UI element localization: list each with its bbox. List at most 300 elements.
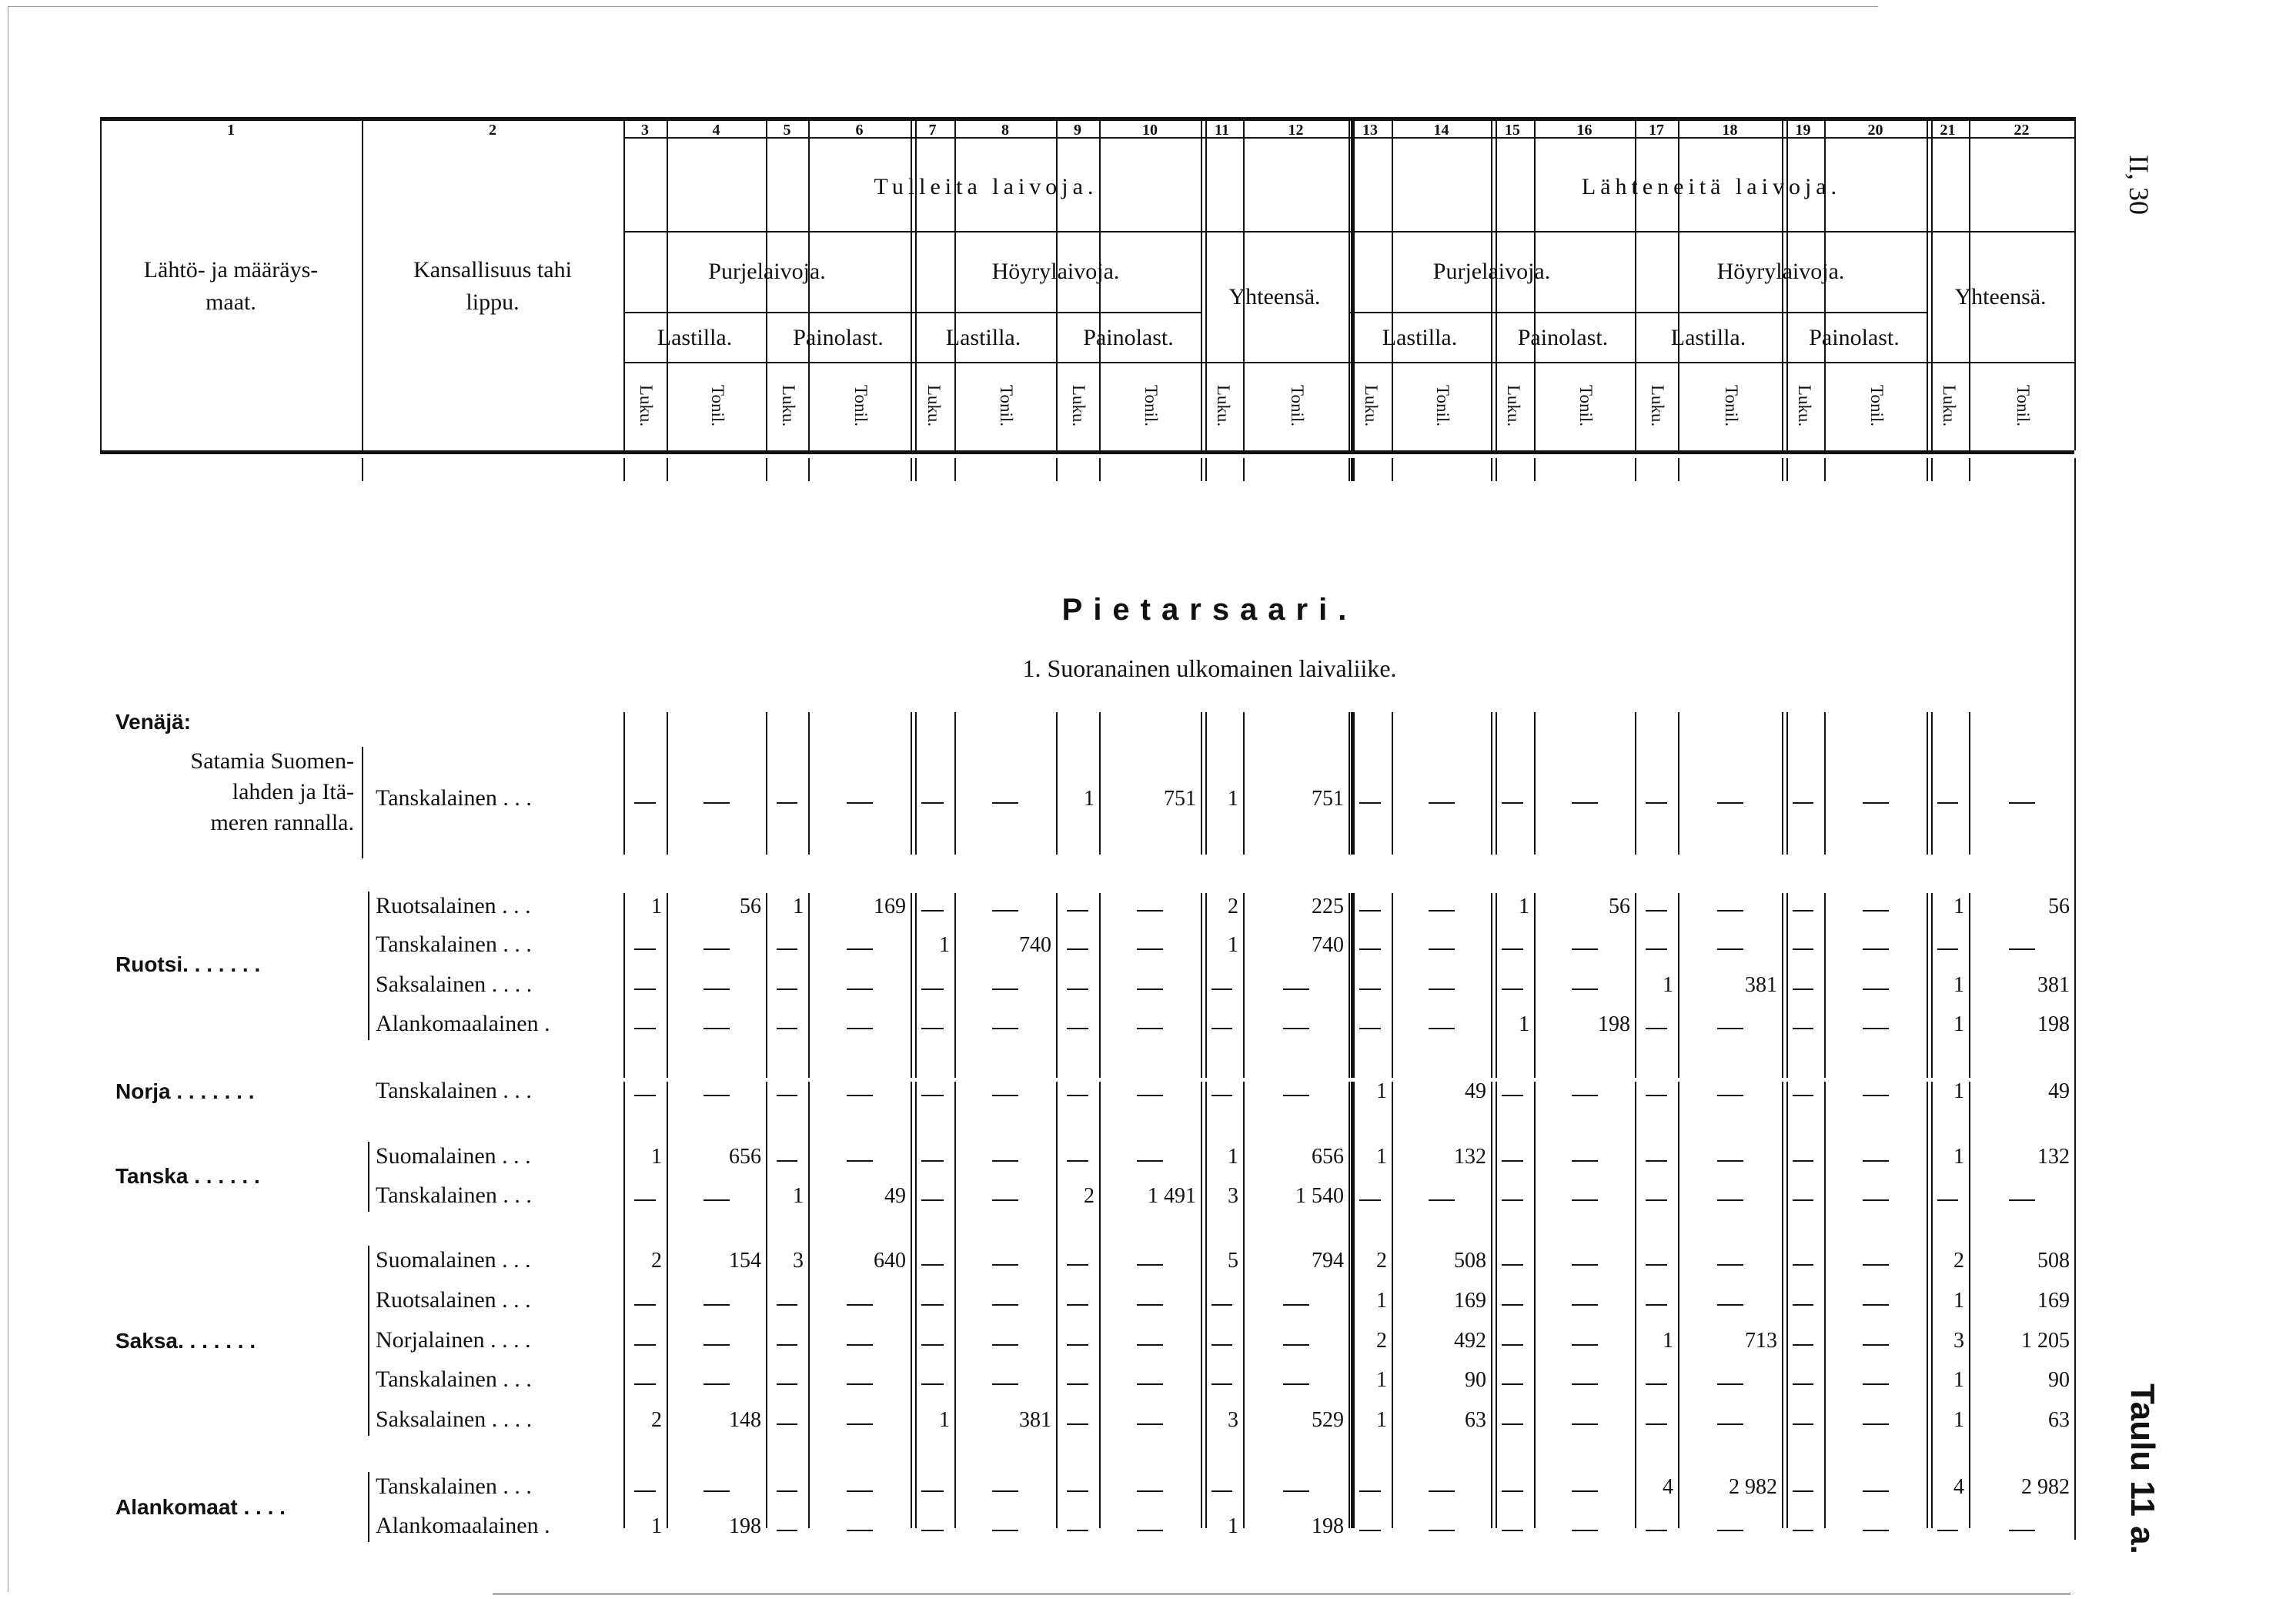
ballast-heading: Painolast.	[1517, 325, 1609, 350]
value-cell: 1	[1228, 1514, 1238, 1538]
unit-row-rule	[623, 362, 2074, 363]
empty-cell	[1502, 1530, 1523, 1531]
value-cell: 3	[793, 1249, 804, 1273]
empty-cell	[704, 948, 730, 950]
body-column-rule	[808, 1082, 810, 1528]
body-column-rule	[1824, 712, 1826, 855]
value-cell: 1	[1084, 787, 1095, 811]
body-column-rule	[1201, 458, 1202, 481]
empty-cell	[1502, 1095, 1523, 1096]
empty-cell	[1646, 1423, 1667, 1425]
value-cell: 1	[651, 1514, 662, 1538]
count-unit-label: Luku.	[1648, 384, 1667, 427]
empty-cell	[847, 989, 873, 990]
body-column-rule	[1056, 458, 1058, 481]
value-cell: 2	[1228, 895, 1238, 918]
column-rule	[2074, 117, 2076, 450]
empty-cell	[1572, 1344, 1598, 1346]
empty-cell	[1937, 1199, 1959, 1201]
empty-cell	[1863, 1530, 1889, 1531]
empty-cell	[704, 989, 730, 990]
empty-cell	[847, 1028, 873, 1029]
empty-cell	[777, 1028, 798, 1029]
body-column-rule	[1824, 458, 1826, 481]
empty-cell	[1429, 1028, 1455, 1029]
empty-cell	[1863, 1383, 1889, 1385]
count-unit-label: Luku.	[1069, 384, 1088, 427]
value-cell: 2 982	[1729, 1475, 1777, 1499]
empty-cell	[921, 1028, 944, 1029]
count-unit-label: Luku.	[1794, 384, 1814, 427]
header-bottom-rule	[100, 450, 2074, 454]
body-column-rule	[915, 1082, 917, 1528]
empty-cell	[2009, 1199, 2035, 1201]
body-column-rule	[954, 893, 956, 1078]
empty-cell	[1572, 1160, 1598, 1162]
body-column-rule	[1491, 1082, 1492, 1528]
empty-cell	[1359, 1530, 1381, 1531]
sailing-heading: Purjelaivoja.	[708, 259, 826, 284]
empty-cell	[1646, 1028, 1667, 1029]
empty-cell	[777, 802, 798, 804]
value-cell: 154	[729, 1249, 761, 1273]
empty-cell	[847, 1095, 873, 1096]
body-column-rule	[1349, 893, 1350, 1078]
subsection-title: 1. Suoranainen ulkomainen laivaliike.	[1022, 654, 1397, 682]
empty-cell	[1067, 1304, 1088, 1306]
tons-unit-label: Tonil.	[1287, 385, 1307, 427]
empty-cell	[1137, 1383, 1163, 1385]
flag-label: Saksalainen . . . .	[376, 1407, 533, 1432]
empty-cell	[1502, 1344, 1523, 1346]
empty-cell	[1137, 910, 1163, 912]
value-cell: 1	[793, 895, 804, 918]
body-column-rule	[1056, 712, 1058, 855]
value-cell: 1	[939, 1408, 950, 1432]
body-column-rule	[1351, 458, 1354, 481]
value-cell: 381	[1019, 1408, 1051, 1432]
empty-cell	[1283, 1304, 1309, 1306]
body-column-rule	[808, 893, 810, 1078]
empty-cell	[1717, 1095, 1743, 1096]
body-column-rule	[1496, 893, 1497, 1078]
loaded-heading: Lastilla.	[1670, 325, 1746, 350]
empty-cell	[1717, 1530, 1743, 1531]
empty-cell	[921, 1264, 944, 1266]
count-unit-label: Luku.	[778, 384, 798, 427]
value-cell: 529	[1312, 1408, 1344, 1432]
empty-cell	[1646, 1199, 1667, 1201]
value-cell: 1	[1519, 1012, 1529, 1036]
body-column-rule	[667, 712, 668, 855]
value-cell: 2	[651, 1408, 662, 1432]
empty-cell	[1717, 1423, 1743, 1425]
value-cell: 2	[1376, 1329, 1387, 1353]
flag-label: Suomalainen . . .	[376, 1143, 531, 1169]
body-column-rule	[623, 893, 625, 1078]
value-cell: 1	[1228, 1145, 1238, 1169]
body-column-rule	[1392, 458, 1393, 481]
column-number: 3	[641, 122, 649, 139]
empty-cell	[1359, 989, 1381, 990]
tons-unit-label: Tonil.	[1721, 385, 1741, 427]
value-cell: 4	[1663, 1475, 1673, 1499]
body-column-rule	[1496, 1082, 1497, 1528]
value-cell: 492	[1454, 1329, 1486, 1353]
empty-cell	[847, 948, 873, 950]
value-cell: 49	[884, 1184, 906, 1208]
tons-unit-label: Tonil.	[1432, 385, 1452, 427]
section-title: Pietarsaari.	[1061, 593, 1358, 627]
empty-cell	[1429, 1199, 1455, 1201]
empty-cell	[1502, 948, 1523, 950]
empty-cell	[704, 1095, 730, 1096]
value-cell: 132	[1454, 1145, 1486, 1169]
empty-cell	[1646, 1160, 1667, 1162]
value-cell: 1 540	[1295, 1184, 1344, 1208]
sailing-heading: Purjelaivoja.	[1432, 259, 1551, 284]
value-cell: 1	[651, 1145, 662, 1169]
value-cell: 1	[1953, 1408, 1964, 1432]
body-column-rule	[362, 458, 363, 481]
body-column-rule	[1349, 458, 1350, 481]
flag-label: Alankomaalainen .	[376, 1011, 550, 1036]
group-brace	[362, 747, 363, 858]
empty-cell	[1793, 1095, 1814, 1096]
tons-unit-label: Tonil.	[997, 385, 1016, 427]
value-cell: 713	[1745, 1329, 1777, 1353]
empty-cell	[1793, 1304, 1814, 1306]
body-column-rule	[1635, 712, 1636, 855]
empty-cell	[777, 1160, 798, 1162]
empty-cell	[1429, 948, 1455, 950]
loaded-heading: Lastilla.	[657, 325, 733, 350]
empty-cell	[921, 1383, 944, 1385]
empty-cell	[847, 802, 873, 804]
empty-cell	[704, 1490, 730, 1492]
empty-cell	[1137, 1160, 1163, 1162]
body-column-rule	[911, 712, 912, 855]
value-cell: 1	[1953, 1289, 1964, 1313]
value-cell: 90	[2048, 1368, 2070, 1392]
column-number: 19	[1795, 122, 1811, 139]
value-cell: 198	[1598, 1012, 1630, 1036]
empty-cell	[1211, 1490, 1233, 1492]
body-column-rule	[1205, 458, 1207, 481]
body-column-rule	[1782, 458, 1783, 481]
value-cell: 90	[1465, 1368, 1486, 1392]
body-column-rule	[1824, 893, 1826, 1078]
empty-cell	[2009, 802, 2035, 804]
value-cell: 1	[1953, 1368, 1964, 1392]
empty-cell	[1359, 1199, 1381, 1201]
value-cell: 1	[1376, 1408, 1387, 1432]
body-column-rule	[1351, 893, 1354, 1078]
empty-cell	[1646, 948, 1667, 950]
flag-label: Saksalainen . . . .	[376, 972, 533, 997]
column-number: 17	[1649, 122, 1664, 139]
empty-cell	[847, 1490, 873, 1492]
body-column-rule	[1349, 712, 1350, 855]
value-cell: 640	[874, 1249, 906, 1273]
empty-cell	[847, 1530, 873, 1531]
body-column-rule	[1534, 893, 1536, 1078]
empty-cell	[1067, 1028, 1088, 1029]
page-top-rule	[8, 6, 1878, 7]
value-cell: 1	[1953, 973, 1964, 997]
empty-cell	[1717, 802, 1743, 804]
subgroup-rule	[623, 312, 911, 313]
empty-cell	[1359, 910, 1381, 912]
body-column-rule	[1491, 712, 1492, 855]
country-subtitle: meren rannalla.	[210, 810, 354, 835]
empty-cell	[992, 1383, 1018, 1385]
body-column-rule	[1786, 893, 1788, 1078]
value-cell: 1 491	[1148, 1184, 1196, 1208]
value-cell: 1	[939, 933, 950, 957]
column-number: 12	[1288, 122, 1304, 139]
value-cell: 508	[2037, 1249, 2070, 1273]
ballast-heading: Painolast.	[1083, 325, 1174, 350]
empty-cell	[1067, 910, 1088, 912]
empty-cell	[777, 1095, 798, 1096]
column-number: 21	[1940, 122, 1956, 139]
value-cell: 794	[1312, 1249, 1344, 1273]
empty-cell	[704, 1028, 730, 1029]
column-number: 20	[1867, 122, 1883, 139]
value-cell: 1	[1376, 1289, 1387, 1313]
column-number: 22	[2014, 122, 2030, 139]
empty-cell	[1646, 1383, 1667, 1385]
value-cell: 1	[1228, 933, 1238, 957]
value-cell: 1	[1953, 1012, 1964, 1036]
empty-cell	[992, 1344, 1018, 1346]
value-cell: 2 982	[2021, 1475, 2070, 1499]
tons-unit-label: Tonil.	[707, 385, 727, 427]
empty-cell	[1502, 1264, 1523, 1266]
empty-cell	[1572, 802, 1598, 804]
column-number: 9	[1074, 122, 1081, 139]
empty-cell	[1937, 1530, 1959, 1531]
body-column-rule	[1678, 712, 1679, 855]
value-cell: 740	[1019, 933, 1051, 957]
empty-cell	[704, 1199, 730, 1201]
empty-cell	[921, 1490, 944, 1492]
count-unit-label: Luku.	[637, 384, 656, 427]
value-cell: 751	[1312, 787, 1344, 811]
empty-cell	[1646, 1304, 1667, 1306]
empty-cell	[921, 802, 944, 804]
body-column-rule	[1099, 893, 1101, 1078]
empty-cell	[1793, 1490, 1814, 1492]
body-column-rule	[1678, 458, 1679, 481]
empty-cell	[992, 802, 1018, 804]
empty-cell	[1429, 1490, 1455, 1492]
empty-cell	[1067, 989, 1088, 990]
value-cell: 56	[740, 895, 761, 918]
empty-cell	[1863, 1423, 1889, 1425]
empty-cell	[921, 1530, 944, 1531]
empty-cell	[1572, 1383, 1598, 1385]
empty-cell	[1067, 1530, 1088, 1531]
body-column-rule	[1201, 893, 1202, 1078]
value-cell: 63	[2048, 1408, 2070, 1432]
empty-cell	[1863, 802, 1889, 804]
empty-cell	[1572, 1199, 1598, 1201]
empty-cell	[1863, 1304, 1889, 1306]
body-column-rule	[766, 712, 767, 855]
empty-cell	[1793, 1344, 1814, 1346]
body-column-rule	[1786, 458, 1788, 481]
country-label: Norja . . . . . . .	[115, 1079, 255, 1103]
empty-cell	[1067, 1095, 1088, 1096]
empty-cell	[1863, 910, 1889, 912]
value-cell: 2	[1376, 1249, 1387, 1273]
count-unit-label: Luku.	[1362, 384, 1381, 427]
empty-cell	[1793, 1199, 1814, 1201]
value-cell: 1	[1376, 1368, 1387, 1392]
tons-unit-label: Tonil.	[1576, 385, 1596, 427]
empty-cell	[1211, 1304, 1233, 1306]
empty-cell	[1137, 948, 1163, 950]
column-number: 15	[1505, 122, 1520, 139]
empty-cell	[1137, 989, 1163, 990]
value-cell: 169	[2037, 1289, 2070, 1313]
empty-cell	[777, 1490, 798, 1492]
empty-cell	[634, 1028, 656, 1029]
value-cell: 1	[1519, 895, 1529, 918]
empty-cell	[1137, 1490, 1163, 1492]
value-cell: 1	[1953, 1079, 1964, 1103]
empty-cell	[921, 1160, 944, 1162]
empty-cell	[1572, 1490, 1598, 1492]
value-cell: 49	[1465, 1079, 1486, 1103]
empty-cell	[847, 1423, 873, 1425]
empty-cell	[1646, 1530, 1667, 1531]
subgroup-rule	[911, 312, 1201, 313]
empty-cell	[777, 1423, 798, 1425]
body-column-rule	[1782, 893, 1783, 1078]
empty-cell	[634, 802, 656, 804]
empty-cell	[1717, 910, 1743, 912]
empty-cell	[847, 1344, 873, 1346]
country-label: Venäjä:	[115, 710, 192, 734]
empty-cell	[1067, 1383, 1088, 1385]
empty-cell	[992, 1530, 1018, 1531]
empty-cell	[1211, 1028, 1233, 1029]
flag-label: Tanskalainen . . .	[376, 932, 532, 957]
group-brace	[368, 1246, 369, 1436]
empty-cell	[1646, 1095, 1667, 1096]
body-column-rule	[1635, 458, 1636, 481]
loaded-heading: Lastilla.	[1382, 325, 1458, 350]
empty-cell	[777, 1383, 798, 1385]
empty-cell	[992, 1199, 1018, 1201]
body-column-rule	[1099, 712, 1101, 855]
empty-cell	[1283, 1383, 1309, 1385]
flag-label: Tanskalainen . . .	[376, 1078, 532, 1103]
body-column-rule	[766, 893, 767, 1078]
empty-cell	[992, 1304, 1018, 1306]
empty-cell	[1863, 1028, 1889, 1029]
country-label: Alankomaat . . . .	[115, 1495, 286, 1519]
empty-cell	[1646, 802, 1667, 804]
column-number: 18	[1722, 122, 1738, 139]
empty-cell	[1793, 1383, 1814, 1385]
empty-cell	[704, 1383, 730, 1385]
flag-label: Suomalainen . . .	[376, 1247, 531, 1273]
body-column-rule	[1534, 1082, 1536, 1528]
value-cell: 381	[2037, 973, 2070, 997]
empty-cell	[1717, 1199, 1743, 1201]
body-column-rule	[1056, 1082, 1058, 1528]
body-column-rule	[1243, 712, 1245, 855]
body-column-rule	[766, 1082, 767, 1528]
empty-cell	[1572, 1423, 1598, 1425]
empty-cell	[1137, 1095, 1163, 1096]
empty-cell	[634, 948, 656, 950]
body-column-rule	[667, 893, 668, 1078]
value-cell: 2	[1084, 1184, 1095, 1208]
value-cell: 1	[1228, 787, 1238, 811]
empty-cell	[1137, 1304, 1163, 1306]
country-label: Ruotsi. . . . . . .	[115, 952, 261, 976]
empty-cell	[1137, 1423, 1163, 1425]
empty-cell	[1863, 1160, 1889, 1162]
empty-cell	[634, 1490, 656, 1492]
col1-label: Lähtö- ja määräys- maat.	[143, 257, 319, 315]
body-column-rule	[1392, 893, 1393, 1078]
empty-cell	[634, 1304, 656, 1306]
empty-cell	[777, 1530, 798, 1531]
empty-cell	[1863, 1199, 1889, 1201]
empty-cell	[1283, 1344, 1309, 1346]
value-cell: 56	[1609, 895, 1630, 918]
body-column-rule	[1496, 458, 1497, 481]
empty-cell	[1572, 1530, 1598, 1531]
body-column-rule	[1786, 712, 1788, 855]
empty-cell	[2009, 1530, 2035, 1531]
column-number: 4	[712, 122, 720, 139]
body-column-rule	[954, 458, 956, 481]
count-unit-label: Luku.	[1939, 384, 1959, 427]
body-column-rule	[667, 458, 668, 481]
flag-label: Alankomaalainen .	[376, 1513, 550, 1538]
steam-heading: Höyrylaivoja.	[991, 259, 1120, 284]
empty-cell	[704, 1304, 730, 1306]
empty-cell	[634, 1344, 656, 1346]
empty-cell	[777, 948, 798, 950]
empty-cell	[1793, 910, 1814, 912]
empty-cell	[1211, 1095, 1233, 1096]
value-cell: 148	[729, 1408, 761, 1432]
body-column-rule	[1205, 893, 1207, 1078]
value-cell: 1	[1953, 1145, 1964, 1169]
body-column-rule	[1205, 712, 1207, 855]
body-column-rule	[915, 893, 917, 1078]
empty-cell	[1863, 948, 1889, 950]
group-brace	[368, 1142, 369, 1212]
subgroup-rule	[1635, 312, 1927, 313]
body-column-rule	[1678, 1082, 1679, 1528]
count-unit-label: Luku.	[1504, 384, 1523, 427]
value-cell: 1 205	[2021, 1329, 2070, 1353]
empty-cell	[704, 1344, 730, 1346]
value-cell: 1	[1376, 1079, 1387, 1103]
empty-cell	[777, 1344, 798, 1346]
empty-cell	[1211, 1383, 1233, 1385]
column-number: 14	[1433, 122, 1449, 139]
